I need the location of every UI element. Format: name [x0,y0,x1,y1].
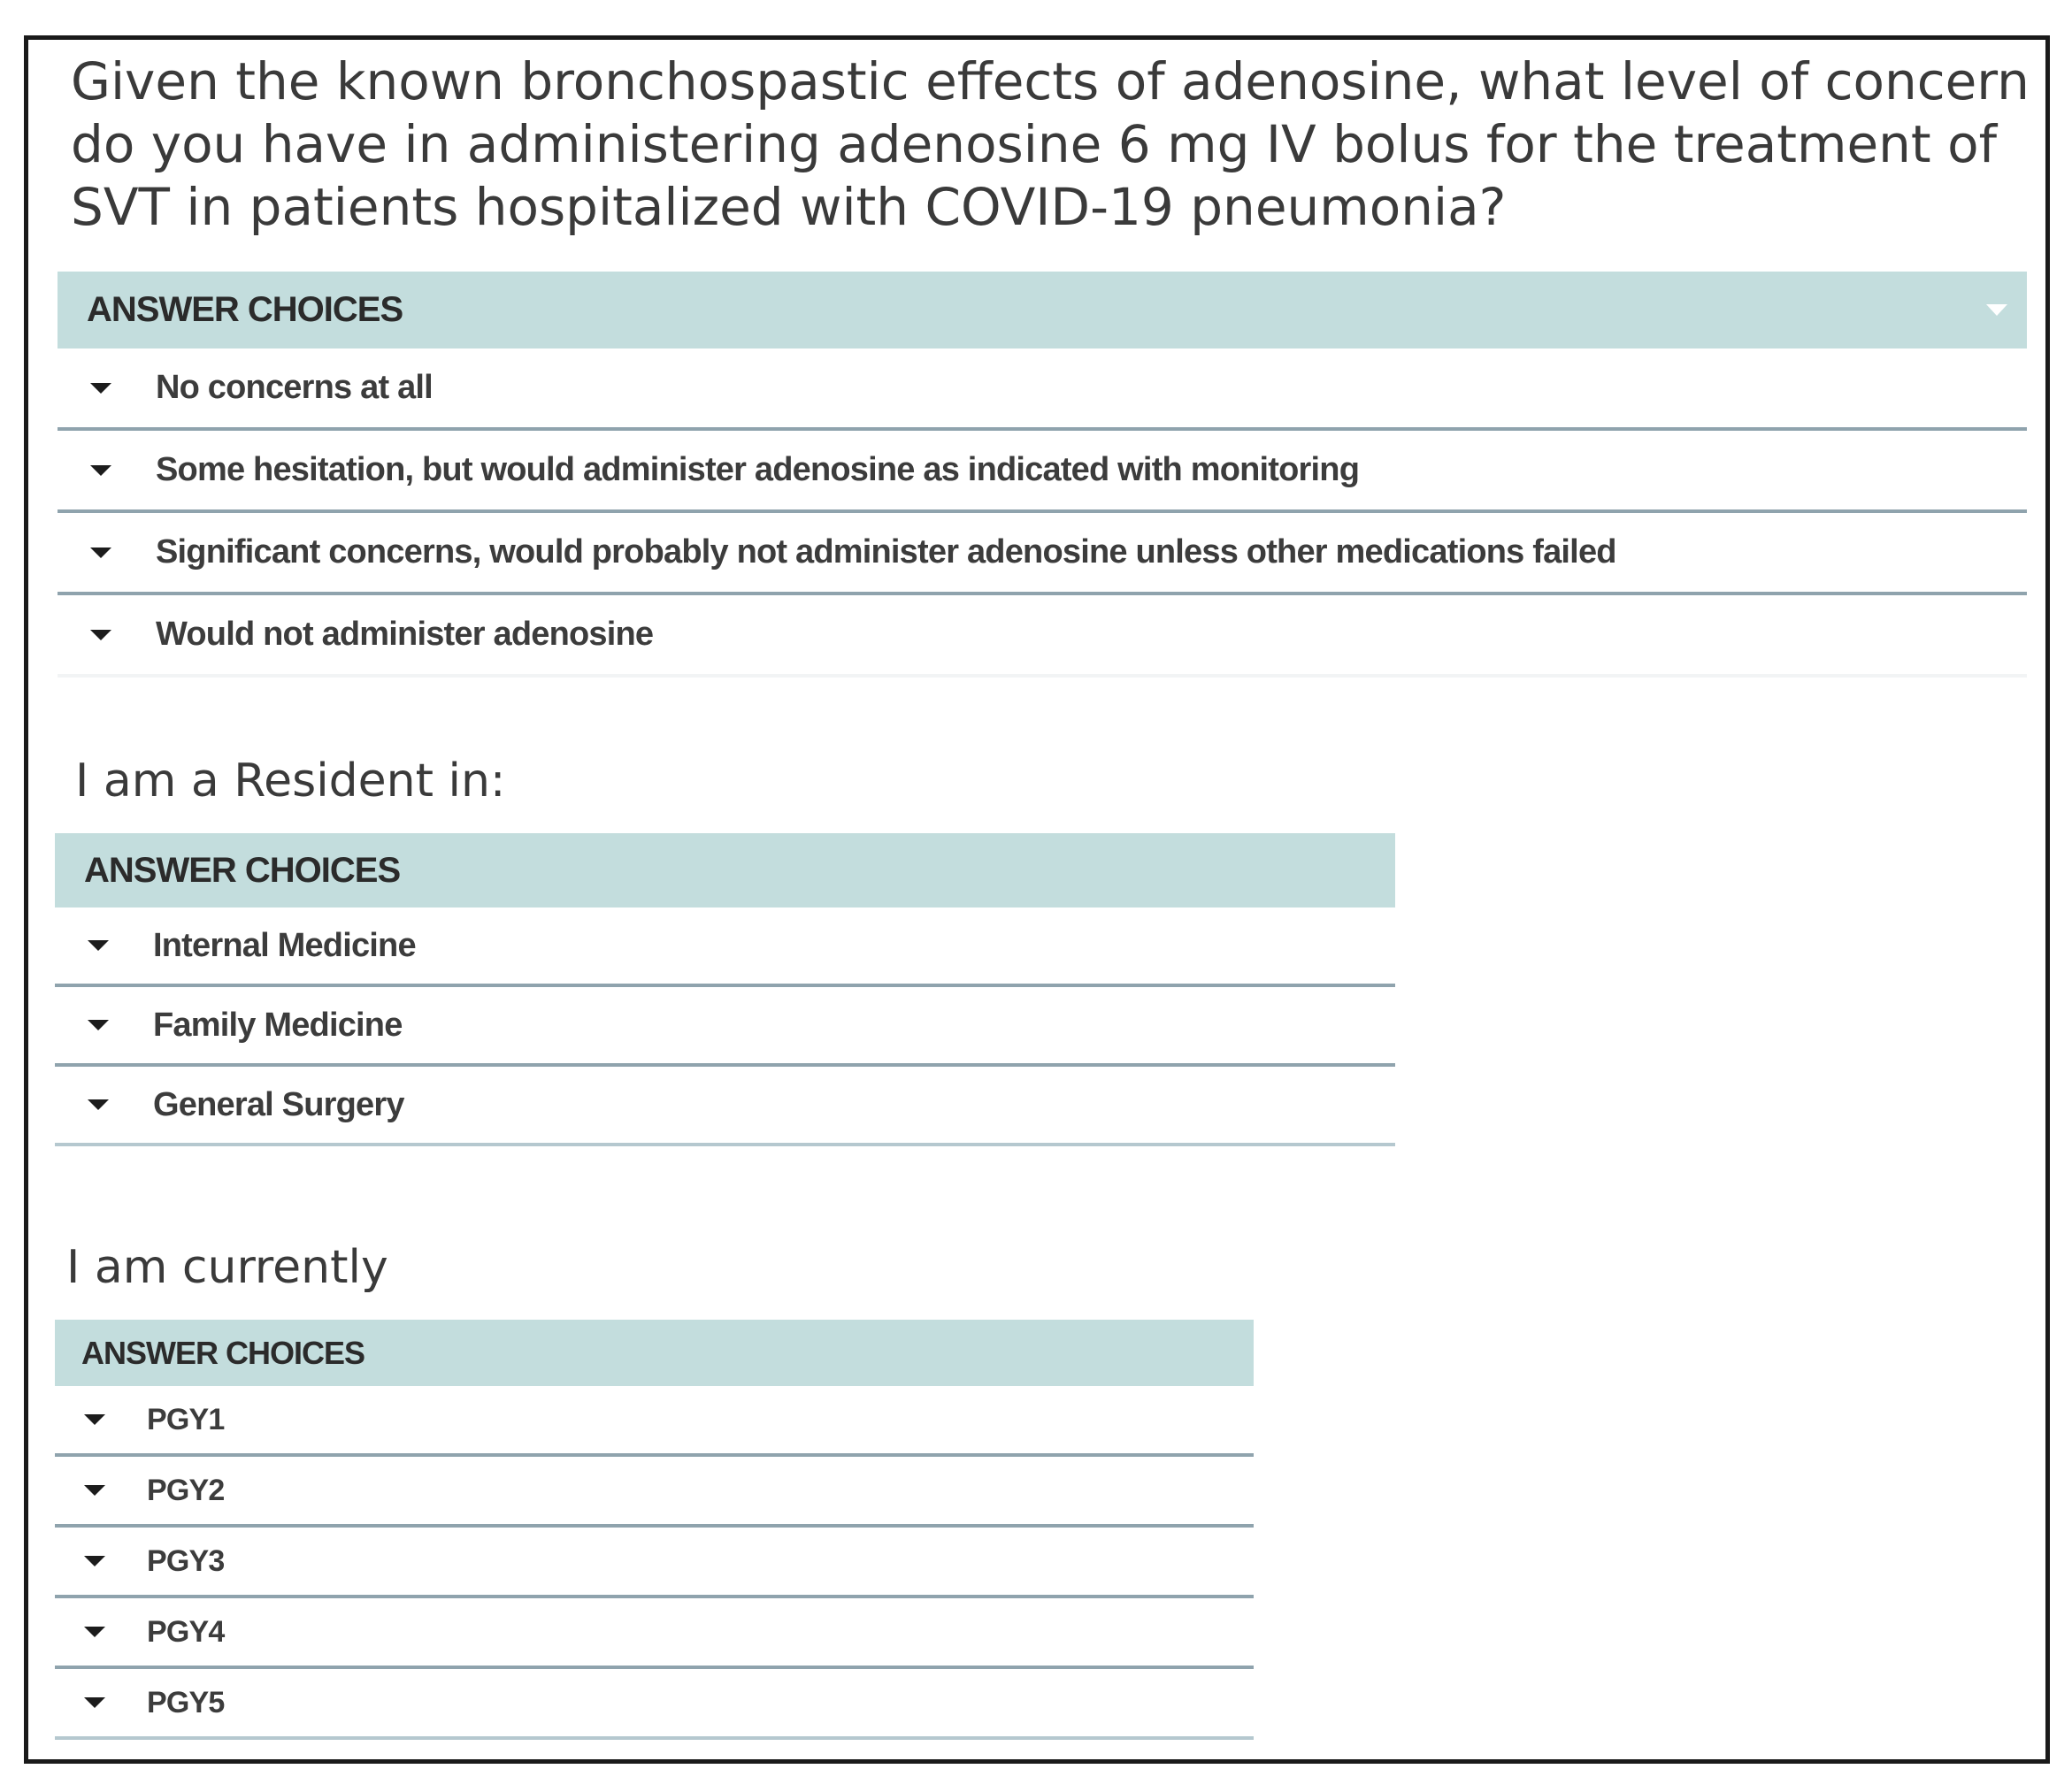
caret-down-icon[interactable] [88,1099,109,1110]
answer-choice-row[interactable] [55,1528,1254,1598]
caret-down-icon[interactable] [84,1485,105,1496]
answer-choice-row[interactable] [58,595,2027,678]
caret-down-icon[interactable] [84,1556,105,1566]
answer-choice-row[interactable] [58,513,2027,595]
question-1-title: Given the known bronchospastic effects of adenosine, what level of concern do you have in administering adenosine 6 mg IV bolus for the treatment of SVT in patients hospitalized with COVID-19 pneumonia? [71,51,2030,237]
answer-choices-header[interactable] [58,272,2027,348]
answer-choice-row[interactable] [58,431,2027,513]
survey-frame [24,35,2050,1764]
answer-choice-label: General Surgery [153,1085,404,1123]
answer-choice-label: PGY2 [147,1473,225,1507]
answer-choice-row[interactable] [55,1386,1254,1457]
answer-choice-label: Some hesitation, but would administer adenosine as indicated with monitoring [156,451,1360,488]
question-3-title: I am currently [66,1241,388,1294]
caret-down-icon[interactable] [90,630,111,640]
answer-choices-header-label: ANSWER CHOICES [87,290,403,329]
question-2-answer-table [55,833,1395,1146]
answer-choice-label: Would not administer adenosine [156,616,654,653]
question-1-answer-table [58,272,2027,678]
caret-down-icon[interactable] [84,1414,105,1425]
caret-down-icon[interactable] [1986,304,2007,316]
answer-choices-header [55,833,1395,907]
answer-choice-row[interactable] [55,1598,1254,1669]
caret-down-icon[interactable] [90,548,111,558]
caret-down-icon[interactable] [88,1020,109,1030]
answer-choice-label: PGY3 [147,1543,225,1578]
caret-down-icon[interactable] [84,1697,105,1708]
answer-choices-header-label: ANSWER CHOICES [81,1334,365,1371]
question-2-title: I am a Resident in: [75,754,506,808]
answer-choice-row[interactable] [55,1669,1254,1740]
caret-down-icon[interactable] [88,940,109,951]
answer-choice-row[interactable] [55,1457,1254,1528]
caret-down-icon[interactable] [90,383,111,394]
caret-down-icon[interactable] [84,1627,105,1637]
answer-choice-label: PGY5 [147,1685,225,1719]
answer-choice-row[interactable] [55,1067,1395,1146]
answer-choice-label: Family Medicine [153,1006,403,1044]
answer-choice-label: Significant concerns, would probably not administer adenosine unless other medications failed [156,533,1616,571]
answer-choice-label: PGY1 [147,1402,225,1436]
answer-choice-row[interactable] [55,987,1395,1067]
answer-choice-row[interactable] [58,348,2027,431]
answer-choice-row[interactable] [55,907,1395,987]
answer-choice-label: No concerns at all [156,369,433,406]
answer-choice-label: Internal Medicine [153,926,416,964]
question-3-answer-table [55,1320,1254,1740]
answer-choices-header-label: ANSWER CHOICES [84,850,401,890]
caret-down-icon[interactable] [90,465,111,476]
answer-choices-header [55,1320,1254,1386]
answer-choice-label: PGY4 [147,1614,225,1649]
